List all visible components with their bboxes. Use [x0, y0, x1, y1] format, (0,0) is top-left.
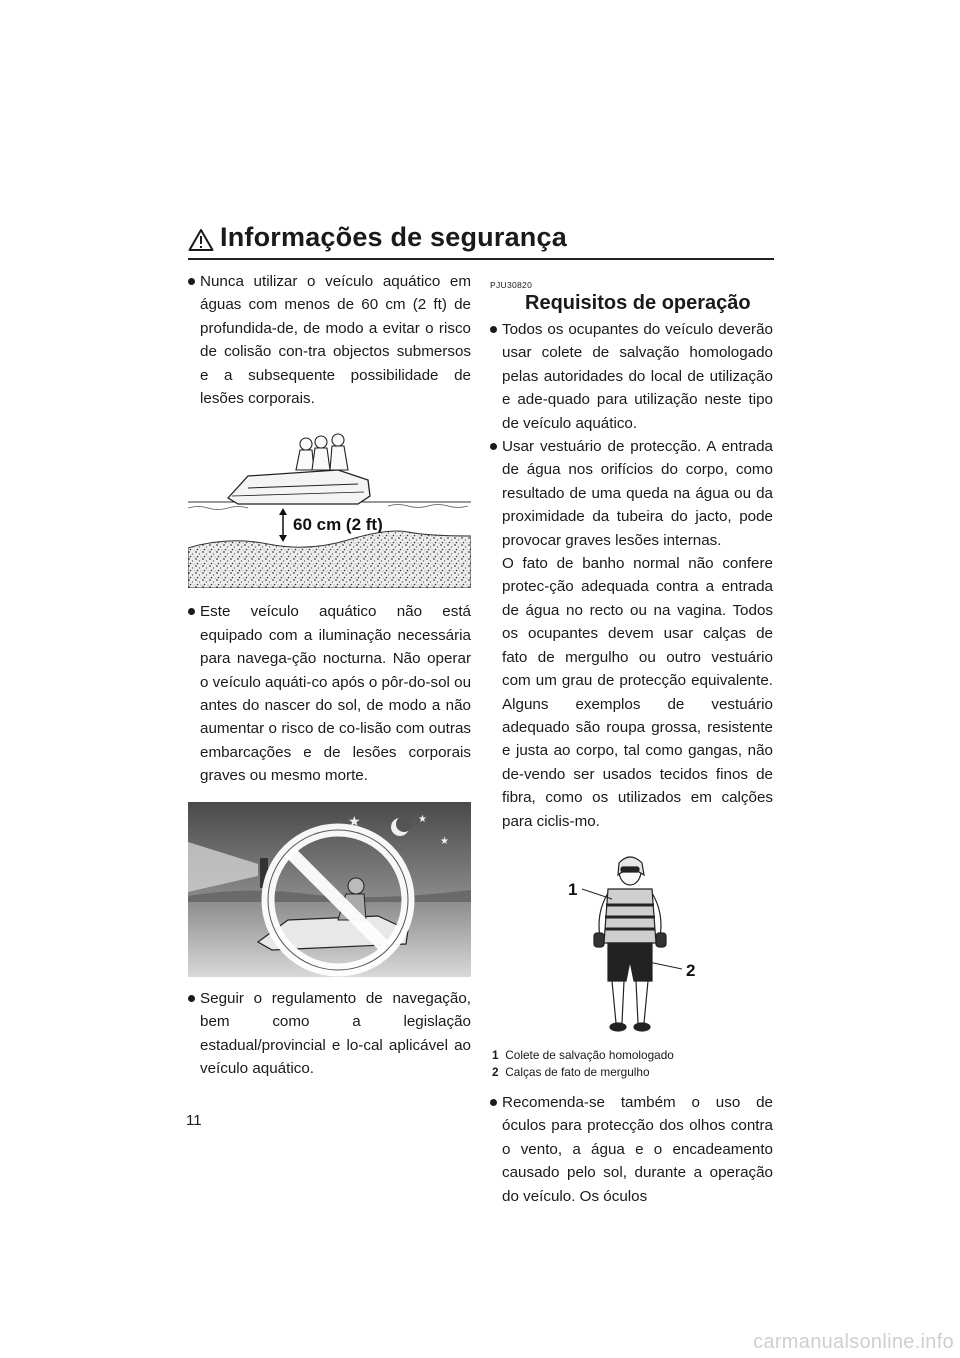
warning-triangle-icon	[188, 228, 214, 252]
page-header	[188, 222, 774, 260]
caption-item: 2 Calças de fato de mergulho	[492, 1064, 650, 1079]
bullet-eye-protection: Recomenda-se também o uso de óculos para protecção dos olhos contra o vento, a água e o encadeamento causado pelo sol, durante a operação do veículo. Os óculos	[490, 1091, 773, 1208]
shallow-water-illustration	[188, 418, 471, 588]
watermark: carmanualsonline.info	[753, 1331, 954, 1353]
bullet-shallow-water: Nunca utilizar o veículo aquático em águas com menos de 60 cm (2 ft) de profundida-de, de modo a evitar o risco de colisão con-tra objectos submersos e a subsequente possibilidade de lesões corporais.	[188, 270, 471, 410]
page-title: Informações de segurança	[220, 222, 567, 252]
svg-text:★: ★	[418, 813, 427, 825]
section-title: Requisitos de operação	[525, 292, 751, 314]
section-code: PJU30820	[490, 280, 533, 290]
depth-label: 60 cm (2 ft)	[293, 515, 383, 535]
svg-text:★: ★	[440, 835, 449, 847]
bullet-life-jacket: Todos os ocupantes do veículo deverão usar colete de salvação homologado pelas autoridades do local de utilização e ade-quado para utilização neste tipo de veículo aquático.	[490, 318, 773, 435]
callout-1: 1	[568, 879, 578, 899]
svg-text:★: ★	[348, 813, 361, 830]
no-night-riding-illustration	[188, 802, 471, 977]
caption-item: 1 Colete de salvação homologado	[492, 1047, 674, 1062]
page-number: 11	[186, 1112, 202, 1129]
figure-captions	[490, 1047, 773, 1081]
protective-gear-illustration	[490, 851, 773, 1041]
bullet-navigation-rules: Seguir o regulamento de navegação, bem como a legislação estadual/provincial e lo-cal aplicável ao veículo aquático.	[188, 987, 471, 1081]
left-column	[188, 270, 471, 1080]
protective-clothing-detail: O fato de banho normal não confere protec-ção adequada contra a entrada de água no recto ou na vagina. Todos os ocupantes devem usar calças de fato de mergulho ou outro vestuário com um grau de protecção equivalente. Alguns exemplos de vestuário adequado são roupa grossa, resistente e justa ao corpo, tal como gangas, não de-vendo ser usados tecidos finos de fibra, como os utilizados em calções para ciclis-mo.	[502, 555, 773, 830]
bullet-protective-clothing: Usar vestuário de protecção. A entrada de água nos orifícios do corpo, como resultado de uma queda na água ou da proximidade da tubeira do jacto, pode provocar graves lesões internas.	[490, 435, 773, 552]
bullet-night-navigation: Este veículo aquático não está equipado com a iluminação necessária para navega-ção nocturna. Não operar o veículo aquáti-co após o pôr-do-sol ou antes do nascer do sol, de modo a não aumentar o risco de co-lisão com outras embarcações e de lesões corporais graves ou mesmo morte.	[188, 600, 471, 787]
callout-2: 2	[686, 960, 696, 980]
right-column	[490, 280, 773, 1208]
